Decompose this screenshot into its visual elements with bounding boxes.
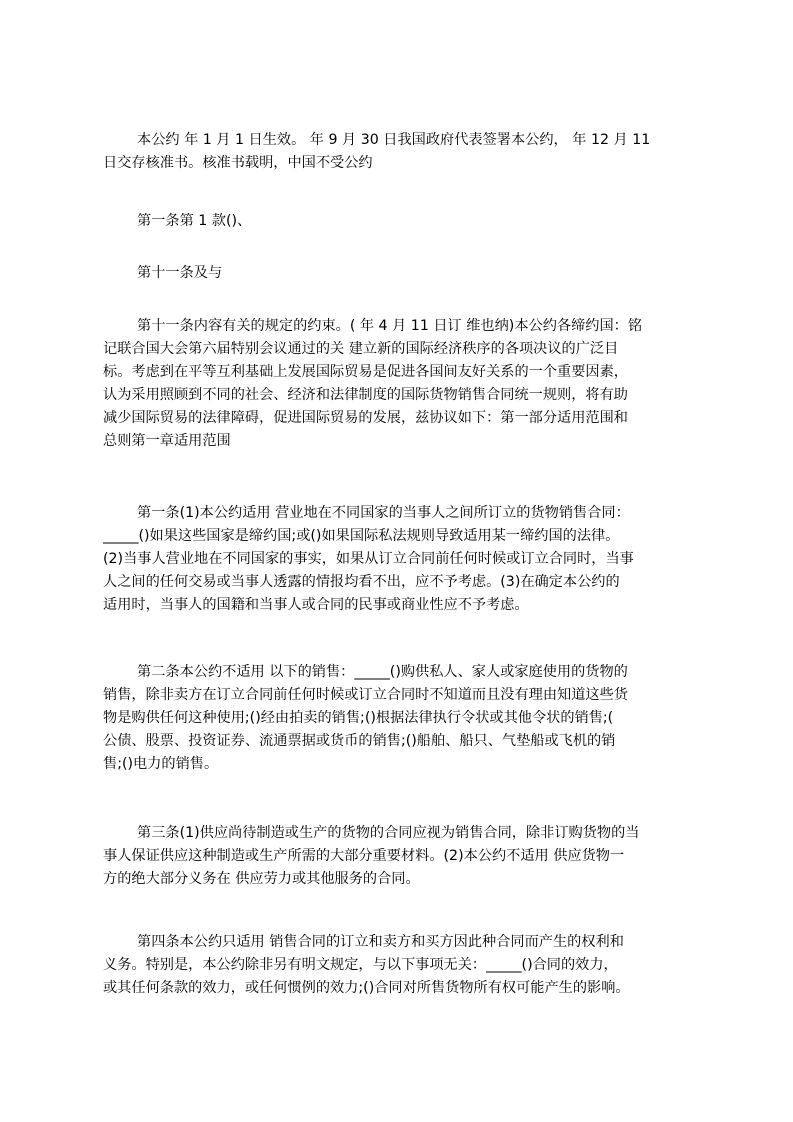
paragraph-article-1-para-1 xyxy=(103,210,699,233)
text-line: 认为采用照顾到不同的社会、经济和法律制度的国际货物销售合同统一规则，将有助 xyxy=(103,387,628,403)
text-line: 第四条本公约只适用 销售合同的订立和卖方和买方因此种合同而产生的权利和 xyxy=(137,934,624,950)
text-line: 或其任何条款的效力，或任何惯例的效力;()合同对所售货物所有权可能产生的影响。 xyxy=(103,980,630,996)
text-line: 公债、股票、投资证券、流通票据或货币的销售;()船舶、船只、气垫船或飞机的销 xyxy=(103,733,616,749)
text-line: 第十一条内容有关的规定的约束。( 年 4 月 11 日订 维也纳)本公约各缔约国：铭 xyxy=(137,318,643,334)
text-line: 总则第一章适用范围 xyxy=(103,433,231,449)
paragraph-article-4 xyxy=(103,931,699,1000)
text-line: 第十一条及与 xyxy=(137,265,223,281)
text-line: 日交存核准书。核准书载明，中国不受公约 xyxy=(103,155,373,171)
text-line: 第一条第 1 款()、 xyxy=(137,213,252,229)
text-line: 销售，除非卖方在订立合同前任何时候或订立合同时不知道而且没有理由知道这些货 xyxy=(103,687,628,703)
text-line: 标。考虑到在平等互利基础上发展国际贸易是促进各国间友好关系的一个重要因素， xyxy=(103,364,628,380)
text-line: 第一条(1)本公约适用 营业地在不同国家的当事人之间所订立的货物销售合同： xyxy=(137,505,630,521)
text-line: 适用时，当事人的国籍和当事人或合同的民事或商业性应不予考虑。 xyxy=(103,597,529,613)
paragraph-article-11 xyxy=(103,262,699,285)
text-line: 方的绝大部分义务在 供应劳力或其他服务的合同。 xyxy=(103,871,420,887)
text-line: 售;()电力的销售。 xyxy=(103,756,219,772)
text-line: 第二条本公约不适用 以下的销售：_____()购供私人、家人或家庭使用的货物的 xyxy=(137,664,628,680)
text-line: _____()如果这些国家是缔约国;或()如果国际私法规则导致适用某一缔约国的法律。 xyxy=(103,528,620,544)
paragraph-preamble xyxy=(103,315,699,453)
text-line: 义务。特别是，本公约除非另有明文规定，与以下事项无关：_____()合同的效力， xyxy=(103,957,618,973)
text-line: 事人保证供应这种制造或生产所需的大部分重要材料。(2)本公约不适用 供应货物一 xyxy=(103,848,625,864)
text-line: 第三条(1)供应尚待制造或生产的货物的合同应视为销售合同，除非订购货物的当 xyxy=(137,825,640,841)
text-line: 本公约 年 1 月 1 日生效。 年 9 月 30 日我国政府代表签署本公约， 年 12 月 11 xyxy=(137,132,651,148)
text-line: (2)当事人营业地在不同国家的事实，如果从订立合同前任何时候或订立合同时，当事 xyxy=(103,551,634,567)
paragraph-article-1 xyxy=(103,502,699,617)
paragraph-article-2 xyxy=(103,661,699,776)
paragraph-effective-date xyxy=(103,129,699,175)
paragraph-article-3 xyxy=(103,822,699,891)
text-line: 记联合国大会第六届特别会议通过的关 建立新的国际经济秩序的各项决议的广泛目 xyxy=(103,341,619,357)
text-line: 物是购供任何这种使用;()经由拍卖的销售;()根据法律执行令状或其他令状的销售;( xyxy=(103,710,614,726)
text-line: 人之间的任何交易或当事人透露的情报均看不出，应不予考虑。(3)在确定本公约的 xyxy=(103,574,620,590)
text-line: 减少国际贸易的法律障碍，促进国际贸易的发展，兹协议如下：第一部分适用范围和 xyxy=(103,410,628,426)
